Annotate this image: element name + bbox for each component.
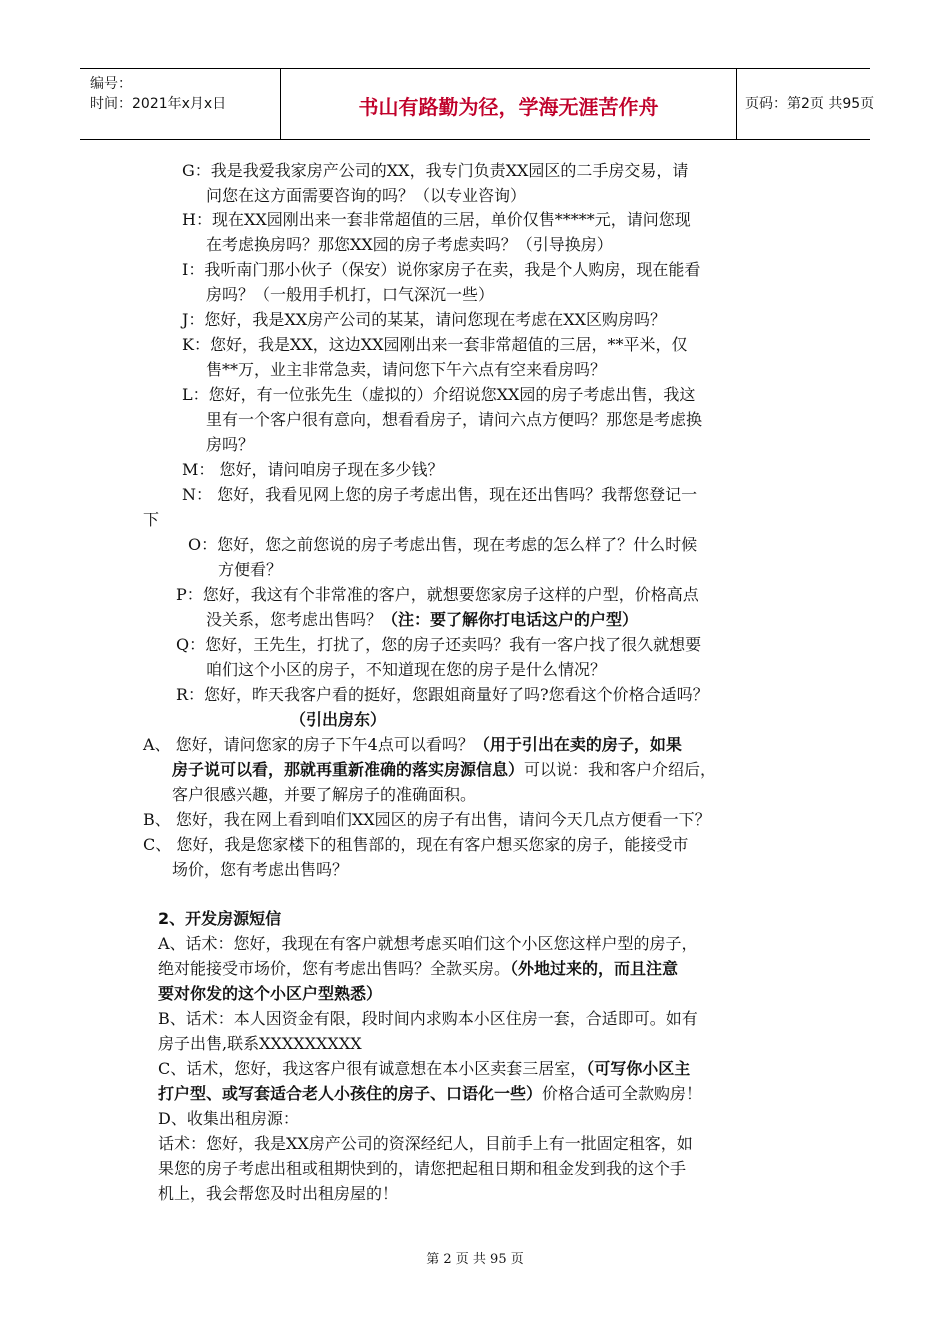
text-line — [158, 1057, 690, 1081]
text-line: B、话术：本人因资金有限，段时间内求购本小区住房一套，合适即可。如有 — [158, 1009, 698, 1028]
text-line: R：您好，昨天我客户看的挺好，您跟姐商量好了吗?您看这个价格合适吗？ — [176, 685, 709, 704]
text-line: P：您好，我这有个非常准的客户，就想要您家房子这样的户型，价格高点 — [176, 585, 699, 604]
text-line: 里有一个客户很有意向，想看看房子，请问六点方便吗？那您是考虑换 — [206, 410, 703, 429]
text-span: 价格合适可全款购房！ — [542, 1084, 703, 1103]
number-label: 编号： — [90, 76, 132, 92]
text-line: （引出房东） — [290, 710, 387, 729]
text-line: 问您在这方面需要咨询的吗？（以专业咨询） — [206, 186, 527, 205]
note-bold: 房子说可以看，那就再重新准确的落实房源信息） — [172, 760, 525, 779]
text-line — [172, 758, 716, 782]
text-line: 要对你发的这个小区户型熟悉） — [158, 984, 383, 1003]
text-span: 可以说：我和客户介绍后， — [524, 760, 717, 779]
note-bold: 打户型、或写套适合老人小孩住的房子、口语化一些） — [158, 1084, 543, 1103]
text-line: N： 您好，我看见网上您的房子考虑出售，现在还出售吗？我帮您登记一 — [182, 485, 698, 504]
text-line: 咱们这个小区的房子，不知道现在您的房子是什么情况？ — [206, 660, 607, 679]
text-line: 下 — [143, 510, 160, 529]
text-line — [143, 733, 682, 757]
text-span: C、话术，您好，我这客户很有诚意想在本小区卖套三居室， — [158, 1059, 587, 1078]
text-line: 售**万，业主非常急卖，请问您下午六点有空来看房吗？ — [206, 360, 607, 379]
text-line: 在考虑换房吗？那您XX园的房子考虑卖吗？（引导换房） — [206, 235, 613, 254]
page-label: 页码：第2页 共95页 — [745, 96, 875, 112]
text-line: A、话术：您好，我现在有客户就想考虑买咱们这个小区您这样户型的房子， — [158, 934, 698, 953]
text-line: H：现在XX园刚出来一套非常超值的三居，单价仅售*****元，请问您现 — [182, 210, 691, 229]
header-motto-cell — [281, 69, 737, 139]
header-page-cell — [737, 69, 875, 139]
text-line: Q：您好，王先生，打扰了，您的房子还卖吗？我有一客户找了很久就想要 — [176, 635, 702, 654]
page-footer: 第 2 页 共 95 页 — [426, 1252, 524, 1267]
note-bold: （外地过来的，而且注意 — [510, 959, 679, 978]
date-label: 时间：2021年x月x日 — [90, 96, 227, 112]
motto: 书山有路勤为径，学海无涯苦作舟 — [358, 95, 659, 119]
note-bold: （用于引出在卖的房子，如果 — [473, 735, 682, 754]
text-line: 机上，我会帮您及时出租房屋的！ — [158, 1184, 399, 1203]
text-line: 场价，您有考虑出售吗？ — [172, 860, 349, 879]
text-line: 客户很感兴趣，并要了解房子的准确面积。 — [172, 785, 477, 804]
text-line: 房子出售,联系XXXXXXXXX — [158, 1034, 362, 1053]
note-bold: （注：要了解你打电话这户的户型） — [382, 610, 639, 629]
note-bold: （可写你小区主 — [586, 1059, 691, 1078]
text-line: L：您好，有一位张先生（虚拟的）介绍说您XX园的房子考虑出售，我这 — [182, 385, 696, 404]
text-span: 没关系，您考虑出售吗？ — [206, 610, 383, 629]
section-title: 2、开发房源短信 — [158, 909, 282, 928]
text-line: D、收集出租房源： — [158, 1109, 299, 1128]
text-line: I：我听南门那小伙子（保安）说你家房子在卖，我是个人购房，现在能看 — [182, 260, 701, 279]
text-line: C、 您好，我是您家楼下的租售部的，现在有客户想买您家的房子，能接受市 — [143, 835, 689, 854]
text-line: J：您好，我是XX房产公司的某某，请问您现在考虑在XX区购房吗？ — [182, 310, 666, 329]
text-line: K：您好，我是XX，这边XX园刚出来一套非常超值的三居，**平米，仅 — [182, 335, 688, 354]
text-line: M： 您好，请问咱房子现在多少钱？ — [182, 460, 444, 479]
text-line — [206, 608, 638, 632]
text-line: 话术：您好，我是XX房产公司的资深经纪人，目前手上有一批固定租客，如 — [158, 1134, 693, 1153]
document-header — [80, 68, 875, 140]
text-line: 方便看？ — [218, 560, 283, 579]
text-line: 果您的房子考虑出租或租期快到的，请您把起租日期和租金发到我的这个手 — [158, 1159, 687, 1178]
text-line — [158, 1082, 702, 1106]
text-line: 房吗？ — [206, 435, 255, 454]
header-info-cell — [80, 69, 281, 139]
text-line: G：我是我爱我家房产公司的XX，我专门负责XX园区的二手房交易，请 — [182, 161, 689, 180]
text-line: 房吗？（一般用手机打，口气深沉一些） — [206, 285, 495, 304]
text-span: 绝对能接受市场价，您有考虑出售吗？全款买房。 — [158, 959, 511, 978]
text-span: A、 您好，请问您家的房子下午4点可以看吗？ — [143, 735, 474, 754]
text-line: B、 您好，我在网上看到咱们XX园区的房子有出售，请问今天几点方便看一下？ — [143, 810, 711, 829]
text-line — [158, 957, 678, 981]
text-line: O：您好，您之前您说的房子考虑出售，现在考虑的怎么样了？什么时候 — [188, 535, 698, 554]
